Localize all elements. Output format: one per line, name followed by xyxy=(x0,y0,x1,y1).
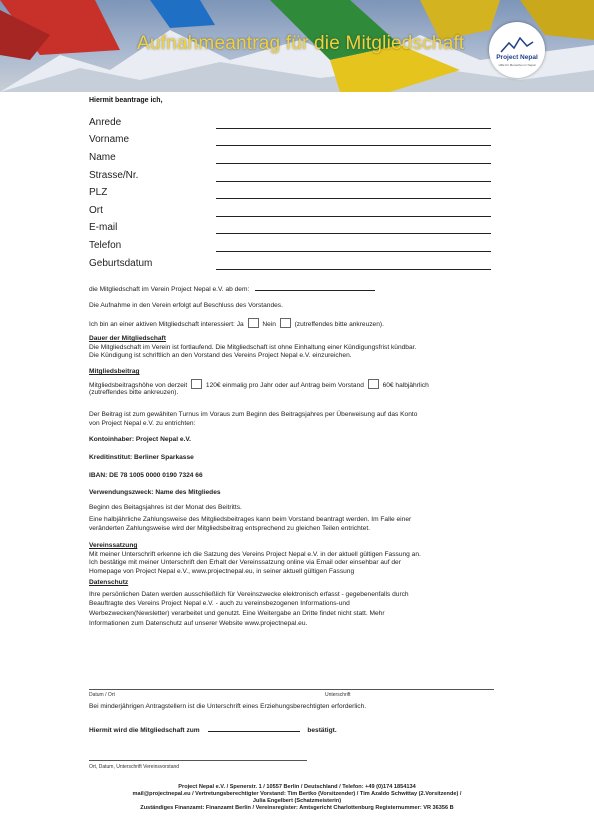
field-label: Ort xyxy=(89,205,103,216)
board-signature-line[interactable] xyxy=(89,760,307,761)
fee-option-yearly: 120€ einmalig pro Jahr oder auf Antrag beim Vorstand xyxy=(205,382,364,389)
active-membership-row xyxy=(89,318,384,329)
vorname-field[interactable] xyxy=(216,145,491,146)
form-row-name[interactable] xyxy=(89,150,491,164)
fee-heading: Mitgliedsbeitrag xyxy=(89,368,140,375)
payment-line-1: Der Beitrag ist zum gewähiten Turnus im Voraus zum Beginn des Beitragsjahres per Überweisung auf das Konto xyxy=(89,411,418,418)
confirm-date-field[interactable] xyxy=(208,731,300,732)
duration-heading: Dauer der Mitgliedschaft xyxy=(89,335,166,342)
form-row-geburtsdatum[interactable] xyxy=(89,256,491,270)
half-yearly-line-2: veränderten Zahlungsweise wird der Mitgliedsbeitrag entsprechend zu gleichen Teilen entrichtet. xyxy=(89,525,371,532)
field-label: Telefon xyxy=(89,240,122,251)
statutes-line-2: Ich bestätige mit meiner Unterschrift den Erhalt der Vereinssatzung online via Email oder einsehbar auf der xyxy=(89,559,401,566)
plz-field[interactable] xyxy=(216,198,491,199)
form-row-ort[interactable] xyxy=(89,203,491,217)
statutes-heading: Vereinssatzung xyxy=(89,542,138,549)
form-row-plz[interactable] xyxy=(89,185,491,199)
nein-label: Nein xyxy=(262,321,276,328)
admission-note: Die Aufnahme in den Verein erfolgt auf Beschluss des Vorstandes. xyxy=(89,302,283,309)
email-field[interactable] xyxy=(216,233,491,234)
telefon-field[interactable] xyxy=(216,251,491,252)
form-row-telefon[interactable] xyxy=(89,238,491,252)
statutes-line-3: Homepage von Project Nepal e.V., www.projectnepal.eu, in seiner aktuell gültigen Fassung xyxy=(89,568,355,575)
iban: IBAN: DE 78 1005 0000 0190 7324 66 xyxy=(89,472,203,479)
membership-start-label: die Mitgliedschaft im Verein Project Nepal e.V. ab dem: xyxy=(89,286,250,293)
geburtsdatum-field[interactable] xyxy=(216,269,491,270)
field-label: E-mail xyxy=(89,222,118,233)
form-row-vorname[interactable] xyxy=(89,132,491,146)
footer-line-1: Project Nepal e.V. / Spenerstr. 1 / 10557 Berlin / Deutschland / Telefon: +49 (0)174 1854134 xyxy=(178,784,416,790)
anrede-field[interactable] xyxy=(216,128,491,129)
confirm-prefix: Hiermit wird die Mitgliedschaft zum xyxy=(89,727,200,734)
active-membership-hint: (zutreffendes bitte ankreuzen). xyxy=(294,321,384,328)
checkbox-nein[interactable] xyxy=(280,318,291,328)
board-signature-label: Ort, Datum, Unterschrift Vereinsvorstand xyxy=(89,764,180,770)
form-row-strasse[interactable] xyxy=(89,168,491,182)
footer-line-4: Zuständiges Finanzamt: Finanzamt Berlin / Vereinsregister: Amtsgericht Charlottenburg Registernummer: VR 36356 B xyxy=(140,805,454,811)
half-yearly-line-1: Eine halbjährliche Zahlungsweise des Mitgliedsbeitrages kann beim Vorstand beantragt werden. Im Falle einer xyxy=(89,516,412,523)
footer-line-2: mail@projectnepal.eu / Vertretungsberechtigter Vorstand: Tim Bertko (Vorsitzender) / Tim Azaldo Schwittay (2.Vorsitzende) / xyxy=(132,791,462,797)
fee-prefix: Mitgliedsbeitragshöhe von derzeit xyxy=(89,382,188,389)
header-banner xyxy=(0,0,594,92)
logo-text: Project Nepal xyxy=(496,54,538,61)
strasse-field[interactable] xyxy=(216,181,491,182)
date-place-label: Datum / Ort xyxy=(89,692,115,698)
start-date-field[interactable] xyxy=(255,290,375,291)
membership-start-row xyxy=(89,286,375,294)
name-field[interactable] xyxy=(216,163,491,164)
minor-note: Bei minderjährigen Antragstellern ist die Unterschrift eines Erziehungsberechtigten erforderlich. xyxy=(89,703,367,710)
intro-text: Hiermit beantrage ich, xyxy=(89,97,163,104)
privacy-line-4: Informationen zum Datenschutz auf unserer Website www.projectnepal.eu. xyxy=(89,620,308,627)
privacy-line-1: Ihre persönlichen Daten werden ausschließlich für Vereinszwecke elektronisch erfasst - gegebenenfalls durch xyxy=(89,591,409,598)
field-label: Anrede xyxy=(89,117,122,128)
active-membership-text: Ich bin an einer aktiven Mitgliedschaft interessiert: Ja xyxy=(89,321,244,328)
project-nepal-logo xyxy=(489,22,545,78)
field-label: Strasse/Nr. xyxy=(89,170,139,181)
account-holder: Kontoinhaber: Project Nepal e.V. xyxy=(89,436,191,443)
confirm-suffix: bestätigt. xyxy=(307,727,337,734)
checkbox-fee-half-yearly[interactable] xyxy=(368,379,379,389)
bank-name: Kreditinstitut: Berliner Sparkasse xyxy=(89,454,194,461)
field-label: Name xyxy=(89,152,116,163)
privacy-line-2: Beauftragte des Vereins Project Nepal e.V. - auch zu vereinsbezogenen Informations-und xyxy=(89,600,350,607)
signature-line[interactable] xyxy=(89,689,494,690)
page-title: Aufnahmeantrag für die Mitgliedschaft xyxy=(137,33,465,54)
logo-subtitle: Hilfe für Menschen in Nepal xyxy=(498,63,536,67)
statutes-line-1: Mit meiner Unterschrift erkenne ich die Satzung des Vereins Project Nepal e.V. in der aktuell gültigen Fassung an. xyxy=(89,551,421,558)
privacy-line-3: Werbezwecken(Newsletter) verarbeitet und genutzt. Eine Weitergabe an Dritte findet nicht statt. Mehr xyxy=(89,610,385,617)
footer-line-3: Julia Engelbert (Schatzmeisterin) xyxy=(252,798,342,804)
duration-line-2: Die Kündigung ist schriftlich an den Vorstand des Vereins Project Nepal e.V. einzureichen. xyxy=(89,352,352,359)
checkbox-fee-yearly[interactable] xyxy=(191,379,202,389)
field-label: Vorname xyxy=(89,134,130,145)
fee-option-half-yearly: 60€ halbjährlich xyxy=(382,382,429,389)
field-label: Geburtsdatum xyxy=(89,258,153,269)
form-row-anrede[interactable] xyxy=(89,115,491,129)
payment-reference: Verwendungszweck: Name des Mitgliedes xyxy=(89,489,221,496)
form-row-email[interactable] xyxy=(89,220,491,234)
payment-line-2: von Project Nepal e.V. zu entrichten: xyxy=(89,420,196,427)
duration-line-1: Die Mitgliedschaft im Verein ist fortlaufend. Die Mitgliedschaft ist ohne Einhaltung einer Kündigungsfrist kündbar. xyxy=(89,344,417,351)
field-label: PLZ xyxy=(89,187,108,198)
privacy-heading: Datenschutz xyxy=(89,579,129,586)
mountain-logo-icon xyxy=(489,22,545,78)
fee-hint: (zutreffendes bitte ankreuzen). xyxy=(89,389,179,396)
ort-field[interactable] xyxy=(216,216,491,217)
signature-label: Unterschrift xyxy=(325,692,351,698)
fee-year-note: Beginn des Beitagsjahres ist der Monat des Beitritts. xyxy=(89,504,242,511)
checkbox-ja[interactable] xyxy=(248,318,259,328)
confirmation-row xyxy=(89,727,337,735)
